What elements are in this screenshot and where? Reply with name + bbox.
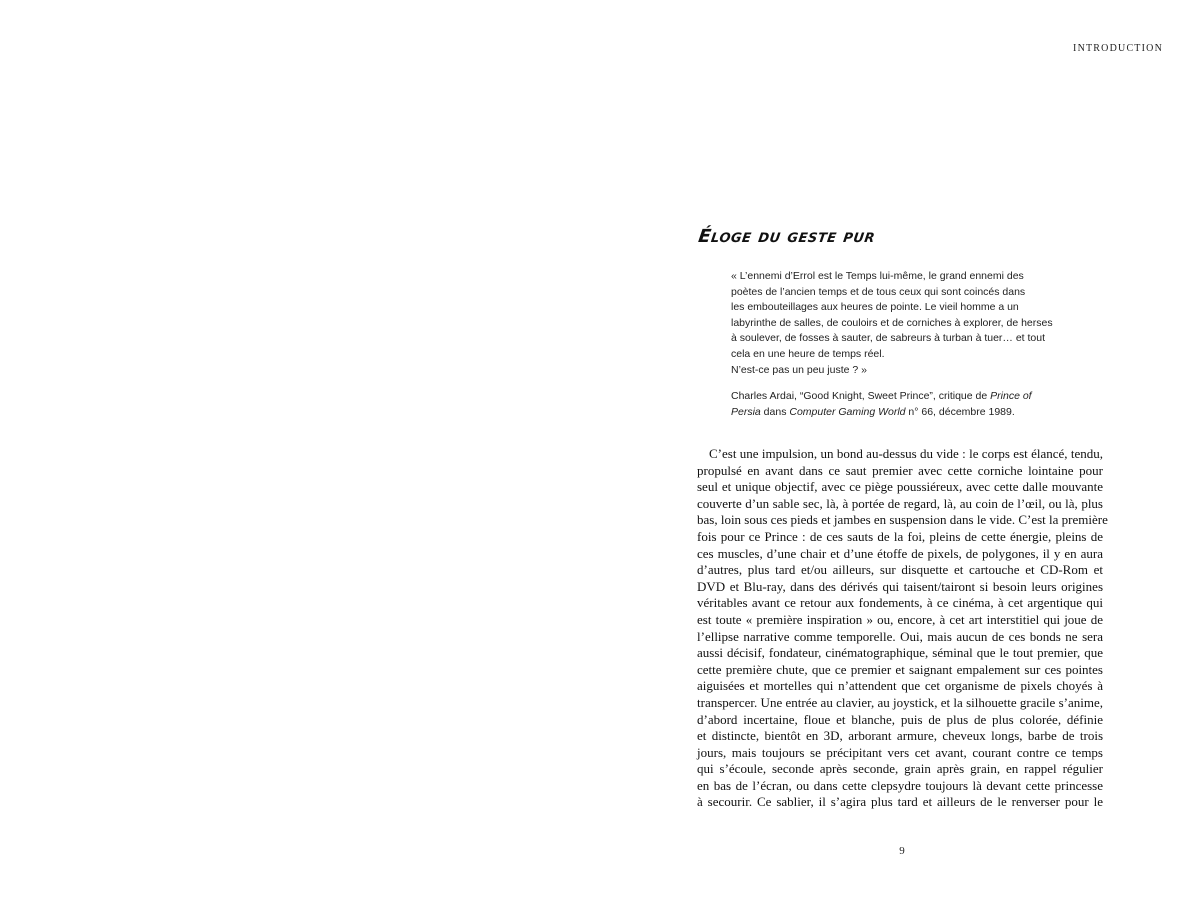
body-line: cette première chute, que ce premier et saignant empalement sur ces pointes bbox=[697, 661, 1103, 677]
body-line: C’est une impulsion, un bond au-dessus du vide : le corps est élancé, tendu, bbox=[709, 446, 1103, 461]
body-line: fois pour ce Prince : de ces sauts de la foi, pleins de cette énergie, pleins de bbox=[697, 528, 1103, 544]
attribution-line bbox=[731, 389, 1076, 405]
body-line: DVD et Blu-ray, dans des dérivés qui taisent/tairont si besoin leurs origines bbox=[697, 578, 1103, 594]
attribution-issue: n° 66, décembre 1989. bbox=[905, 405, 1015, 418]
epigraph-line: poètes de l’ancien temps et de tous ceux qui sont coincés dans bbox=[731, 285, 1026, 298]
epigraph-line: cela en une heure de temps réel. bbox=[731, 347, 885, 360]
body-line: transpercer. Une entrée au clavier, au joystick, et la silhouette gracile s’anime, bbox=[697, 694, 1103, 710]
epigraph-line: N’est-ce pas un peu juste ? » bbox=[731, 363, 867, 376]
body-line: véritables avant ce retour aux fondements, à ce cinéma, à cet argentique qui bbox=[697, 595, 1103, 611]
epigraph-line: « L’ennemi d’Errol est le Temps lui-même, le grand ennemi des bbox=[731, 270, 1024, 282]
body-line: d’autres, plus tard et/ou ailleurs, sur disquette et cartouche et CD-Rom et bbox=[697, 562, 1103, 578]
body-line: couverte d’un sable sec, là, à portée de regard, là, au coin de l’œil, ou là, plus bbox=[697, 495, 1103, 511]
right-page bbox=[600, 0, 1200, 900]
body-line: propulsé en avant dans ce saut premier avec cette corniche lointaine pour bbox=[697, 462, 1103, 478]
attribution-text: dans bbox=[760, 405, 790, 418]
attribution-magazine: Computer Gaming World bbox=[789, 405, 906, 418]
body-line: ces muscles, d’une chair et d’une étoffe de pixels, de polygones, il y en aura bbox=[697, 545, 1103, 561]
body-line: est toute « première inspiration » ou, encore, à cet art interstitiel qui joue de bbox=[697, 611, 1103, 627]
body-line: d’abord incertaine, floue et blanche, puis de plus de plus colorée, définie bbox=[697, 711, 1103, 727]
attribution-author-text: Charles Ardai, “Good Knight, Sweet Prince”, critique de bbox=[731, 390, 991, 403]
body-line: et distincte, bientôt en 3D, arborant armure, cheveux longs, barbe de trois bbox=[697, 728, 1103, 744]
epigraph-quote bbox=[731, 269, 1076, 378]
epigraph-line: à soulever, de fosses à sauter, de sabreurs à turban à tuer… et tout bbox=[731, 332, 1046, 345]
body-line: à secourir. Ce sablier, il s’agira plus tard et ailleurs de le renverser pour le bbox=[697, 794, 1103, 810]
body-line: l’ellipse narrative comme temporelle. Oui, mais aucun de ces bonds ne sera bbox=[697, 628, 1103, 644]
body-line: jours, mais toujours se précipitant vers cet avant, courant contre ce temps bbox=[697, 744, 1103, 760]
body-paragraph bbox=[697, 446, 1108, 811]
attribution-game-title-cont: Persia bbox=[731, 405, 761, 418]
body-line: bas, loin sous ces pieds et jambes en suspension dans le vide. C’est la première bbox=[697, 512, 1108, 528]
body-line: en bas de l’écran, ou dans cette clepsydre toujours là devant cette princesse bbox=[697, 777, 1103, 793]
epigraph bbox=[731, 269, 1076, 420]
epigraph-line: labyrinthe de salles, de couloirs et de corniches à explorer, de herses bbox=[731, 316, 1053, 329]
running-head: INTRODUCTION bbox=[1073, 43, 1163, 54]
epigraph-line: les embouteillages aux heures de pointe. Le vieil homme a un bbox=[731, 301, 1019, 314]
attribution-game-title: Prince of bbox=[990, 390, 1032, 403]
body-line: aussi décisif, fondateur, cinématographique, séminal que le tout premier, que bbox=[697, 645, 1103, 661]
page-number: 9 bbox=[899, 845, 905, 857]
body-line: aiguisées et mortelles qui n’attendent que cet organisme de pixels choyés à bbox=[697, 678, 1103, 694]
epigraph-attribution bbox=[731, 389, 1076, 420]
attribution-line bbox=[731, 405, 1076, 421]
chapter-title: Éloge du geste pur bbox=[697, 226, 877, 247]
body-line: seul et unique objectif, avec ce piège poussiéreux, avec cette dalle mouvante bbox=[697, 479, 1103, 495]
body-line: qui s’écoule, seconde après seconde, grain après grain, en rappel régulier bbox=[697, 761, 1103, 777]
